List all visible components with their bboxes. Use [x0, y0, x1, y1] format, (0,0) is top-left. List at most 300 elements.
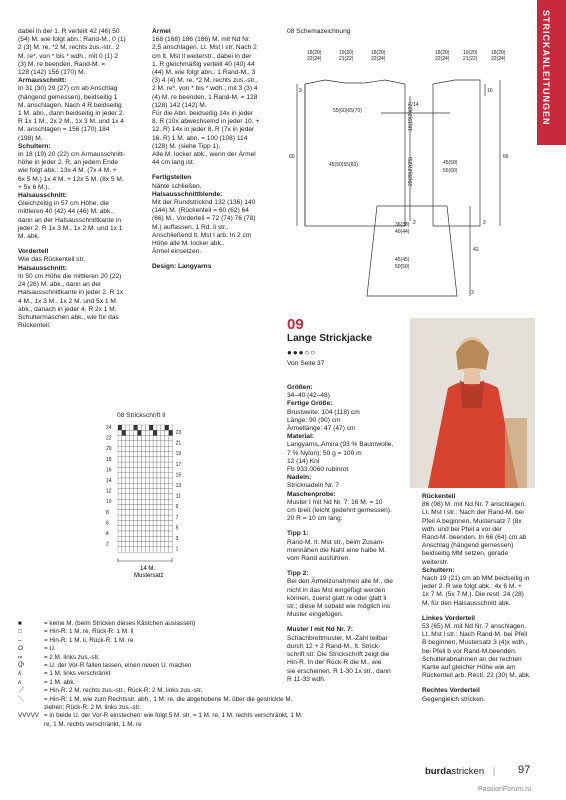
schema-width-bottom: 45(50)55(60) [329, 162, 358, 168]
chart-cell [157, 531, 161, 536]
chart-cell [157, 515, 161, 520]
chart-cell [157, 489, 161, 494]
chart-cell [138, 473, 142, 478]
text-line: 2 M. re*, von * bis * wdh., mit 3 (3) 4 [152, 85, 258, 93]
legend-row [18, 662, 309, 670]
chart-cell [149, 489, 153, 494]
chart-cell [153, 467, 157, 472]
chart-cell [141, 515, 145, 520]
text-line: Kante auf gleicher Höhe wie am [422, 664, 516, 672]
chart-row-label-left: 10 [106, 499, 112, 506]
chart-cell [118, 510, 122, 515]
chart-cell [165, 542, 169, 547]
chart-cell [165, 526, 169, 531]
text-line: Rand-M. lt. Mst str., beim Zusam- [287, 538, 385, 546]
text-line: Schultern: [18, 142, 51, 150]
schema-top-small: 3 [299, 88, 302, 94]
chart-cell [149, 483, 153, 488]
legend-row [18, 637, 309, 645]
chart-cell [126, 446, 130, 451]
chart-cell [138, 515, 142, 520]
chart-cell [138, 430, 142, 435]
chart-cell [169, 494, 173, 499]
text-line [422, 680, 540, 687]
chart-cell [134, 542, 138, 547]
legend-text: = 1 M. links verschränkt [44, 670, 111, 678]
text-line: Bei den Ärmelzunahmen alle M., die [287, 578, 393, 586]
footer-brand: burdastricken | [425, 766, 496, 777]
chart-cell [126, 462, 130, 467]
chart-cell [126, 515, 130, 520]
chart-cell [149, 473, 153, 478]
chart-cell [145, 430, 149, 435]
chart-cell [126, 531, 130, 536]
chart-cell [169, 436, 173, 441]
text-line [287, 523, 405, 530]
chart-cell [138, 462, 142, 467]
schema-top-3a: 18(20) [371, 50, 386, 56]
legend-symbol: O [18, 645, 23, 653]
chart-cell [169, 452, 173, 457]
repeat-label-stitches: 14 M. [140, 566, 156, 572]
text-line: 53 (65) M. mit Nd Nr. 7 anschlagen. [422, 623, 527, 631]
chart-row-label-right: 19 [175, 451, 182, 458]
text-line: nicht in das Mst eingefügt werden [287, 586, 386, 594]
text-line: Vorderteil [18, 248, 49, 256]
chart-cell [130, 483, 134, 488]
chart-cell [122, 483, 126, 488]
chart-cell [138, 494, 142, 499]
page-number: 97 [518, 764, 531, 776]
chart-cell [153, 452, 157, 457]
legend-row [18, 670, 309, 678]
chart-cell [161, 425, 165, 430]
front-piece-outline [433, 80, 480, 226]
chart-cell [149, 446, 153, 451]
chart-cell [169, 457, 173, 462]
chart-cell [138, 505, 142, 510]
sleeve-bottom-2: 50(50) [395, 264, 410, 270]
chart-cell [157, 542, 161, 547]
text-line: Rückenteil arb. Restl. 22 (30) M. abk. [422, 672, 531, 680]
chart-cell [130, 494, 134, 499]
chart-cell [126, 547, 130, 552]
chart-cell [134, 446, 138, 451]
chart-cell [126, 467, 130, 472]
chart-cell [118, 446, 122, 451]
chart-cell [141, 536, 145, 541]
chart-cell [118, 436, 122, 441]
text-line [18, 241, 146, 248]
chart-cell [157, 499, 161, 504]
text-line: In 18 (19) 20 (22) cm Armausschnitt- [18, 151, 126, 159]
chart-cell [130, 526, 134, 531]
chart-cell [126, 425, 130, 430]
chart-cell [130, 489, 134, 494]
chart-cell [157, 494, 161, 499]
chart-row-label-left: 8 [106, 509, 109, 516]
chart-cell [122, 425, 126, 430]
text-line: Brustweite: 104 (118) cm [287, 408, 360, 416]
text-line [152, 167, 280, 174]
side-tab [537, 0, 566, 145]
text-line: R 11-33 wdh. [287, 675, 326, 683]
text-line: Pfeil A beginnen, Mustersatz 7 (8x [422, 517, 522, 525]
chart-cell [118, 425, 122, 430]
chart-cell [130, 515, 134, 520]
chart-cell [122, 526, 126, 531]
chart-cell [134, 478, 138, 483]
schema-right-small-bottom: 2 [483, 220, 486, 226]
schema-side-vert1: 18(19)20(22) [408, 102, 414, 131]
chart-cell [145, 520, 149, 525]
chart-cell [149, 457, 153, 462]
chart-cell [134, 526, 138, 531]
chart-cell [130, 462, 134, 467]
text-line: wdh. und bei Pfeil a vor der [422, 525, 502, 533]
chart-cell [161, 452, 165, 457]
chart-cell [130, 505, 134, 510]
text-line: Lt. Mst l str.: Nach Rand-M. bei Pfeil [422, 631, 528, 639]
chart-cell [161, 542, 165, 547]
chart-cell [145, 494, 149, 499]
chart-row-label-right: 23 [175, 430, 182, 436]
chart-cell [145, 446, 149, 451]
text-line: Anschließend lt. Mst l arb. In 2 cm [152, 231, 252, 239]
chart-cell [118, 526, 122, 531]
text-line: 4 M., 1x 3 M., 1x 2 M. und 5x 1 M. [18, 297, 118, 305]
text-line: Wie das Rückenteil str. [18, 256, 86, 264]
text-line: wie folgt abk.: 13x 4 M. (7x 4 M. + [18, 167, 117, 175]
legend-row [18, 687, 309, 695]
chart-cell [169, 531, 173, 536]
chart-cell [122, 478, 126, 483]
text-line: 20 R = 10 cm lang. [287, 515, 343, 523]
chart-cell [141, 542, 145, 547]
chart-cell [130, 542, 134, 547]
chart-cell [130, 531, 134, 536]
chart-cell [153, 478, 157, 483]
legend-row [18, 628, 309, 636]
chart-cell [161, 483, 165, 488]
chart-cell [161, 526, 165, 531]
chart-cell [126, 441, 130, 446]
chart-cell [149, 462, 153, 467]
text-line: Halsausschnitt: [18, 264, 68, 272]
chart-cell [165, 467, 169, 472]
chart-cell [134, 452, 138, 457]
chart-cell [145, 467, 149, 472]
schema-rtop-2b: 21(22) [463, 56, 478, 62]
chart-cell [126, 452, 130, 457]
chart-cell [157, 430, 161, 435]
text-line: Muster I mit Nd Nr. 7: [287, 626, 353, 634]
legend-row [18, 679, 309, 687]
schema-right-width-1: 45(50) [443, 160, 458, 166]
text-line: Muster I mit Nd Nr. 7: 16 M. = 10 [287, 498, 383, 506]
text-line: Muster eingefügen. [287, 611, 344, 619]
chart-cell [122, 520, 126, 525]
chart-row-label-left: 20 [106, 446, 112, 453]
text-line: 7 % Nylon); 50 g = 100 m [287, 449, 362, 457]
chart-cell [141, 520, 145, 525]
chart-cell [118, 542, 122, 547]
chart-cell [122, 515, 126, 520]
chart-cell [122, 441, 126, 446]
chart-cell [141, 505, 145, 510]
chart-cell [165, 499, 169, 504]
chart-cell [145, 436, 149, 441]
legend-text: = keine M. (beim Stricken dieses Kästchen auslassen) [44, 620, 196, 627]
chart-cell [134, 494, 138, 499]
text-line: (128) M. (siehe Tipp 1). [152, 142, 221, 150]
text-line: M. re*, von * bis * wdh., mit 0 (1) 2 [18, 52, 119, 60]
text-line: mittleren 40 (42) 44 (46) M. abk., [18, 208, 115, 216]
chart-cell [149, 467, 153, 472]
chart-cell [165, 473, 169, 478]
chart-cell [145, 462, 149, 467]
text-line: Fertige Größe: [287, 400, 333, 408]
chart-cell [153, 462, 157, 467]
chart-cell [161, 473, 165, 478]
text-line: In 31 (30) 29 (27) cm ab Anschlag [18, 85, 118, 93]
text-line: 12 (14) Knl [287, 457, 320, 465]
chart-cell [134, 441, 138, 446]
chart-cell [141, 430, 145, 435]
text-line: Linkes Vorderteil [422, 614, 476, 622]
text-line: Ärmel einsetzen. [152, 248, 202, 256]
chart-cell [149, 510, 153, 515]
chart-cell [118, 531, 122, 536]
chart-cell [169, 425, 173, 430]
text-line: Nadeln: [287, 474, 312, 482]
text-line: Rand-M. beenden. In 66 (64) cm ab [422, 534, 527, 542]
schema-rtop-1b: 22(24) [435, 56, 450, 62]
legend-text: = Hin-R: 2 M. rechts zus.-str., Rück-R: 2 M. links zus.-str. [44, 687, 203, 695]
schema-top-1a: 18(20) [307, 50, 322, 56]
legend-symbol: ／ [18, 687, 25, 695]
chart-cell [145, 489, 149, 494]
chart-cell [149, 425, 153, 430]
chart-cell [138, 441, 142, 446]
schema-right-top-small: 10 [487, 88, 493, 94]
chart-cell [122, 436, 126, 441]
chart-cell [122, 430, 126, 435]
chart-cell [134, 536, 138, 541]
chart-cell [118, 520, 122, 525]
chart-cell [157, 478, 161, 483]
chart-cell [141, 526, 145, 531]
chart-cell [153, 430, 157, 435]
chart-cell [157, 457, 161, 462]
chart-cell [161, 430, 165, 435]
chart-cell [157, 510, 161, 515]
chart-cell [126, 430, 130, 435]
chart-cell [134, 489, 138, 494]
back-piece-outline [305, 80, 405, 226]
chart-cell [161, 494, 165, 499]
text-line: Mit der Rundstricknd 132 (136) 140 [152, 199, 256, 207]
chart-cell [141, 483, 145, 488]
chart-cell [157, 473, 161, 478]
chart-cell [130, 536, 134, 541]
chart-row-label-right: 13 [175, 483, 182, 489]
model-photo [410, 318, 535, 488]
text-line: Lt. Mst l str.: Nach der Rand-M. bei [422, 509, 524, 517]
schema-top-3b: 22(24) [371, 56, 386, 62]
chart-cell [169, 515, 173, 520]
legend-symbol: ＼ [18, 695, 25, 703]
chart-cell [169, 483, 173, 488]
text-line: M.) auffassen, 1 Rd. li str.. [152, 223, 229, 231]
chart-cell [145, 483, 149, 488]
text-line: M. abk. [18, 233, 40, 241]
chart-cell [161, 515, 165, 520]
chart-cell [149, 542, 153, 547]
chart-row-label-left: 4 [106, 531, 109, 537]
chart-cell [157, 446, 161, 451]
chart-cell [153, 436, 157, 441]
text-line: (144) M. (Rückenteil = 60 (62) 64 [152, 207, 249, 215]
chart-cell [126, 473, 130, 478]
chart-cell [153, 499, 157, 504]
chart-cell [157, 526, 161, 531]
chart-cell [165, 441, 169, 446]
schema-side-vert2: 29(28)27(25) [408, 157, 414, 186]
chart-cell [122, 510, 126, 515]
chart-cell [122, 457, 126, 462]
text-line: höhe in jeder 2. R, an jedem Ende [18, 159, 119, 167]
chart-cell [157, 425, 161, 430]
chart-cell [118, 547, 122, 552]
legend-text: = Hin-R: 1 M. re, Rück-R: 1 M. li [44, 628, 134, 636]
legend-row [18, 696, 309, 713]
chart-cell [145, 536, 149, 541]
chart-cell [122, 489, 126, 494]
text-line: (54) M. wie folgt abn.: Rand-M., 0 (1) [18, 36, 126, 44]
chart-title: 08 Strickschrift II [117, 412, 166, 419]
chart-cell [169, 536, 173, 541]
text-line: 44 cm lang ist. [152, 159, 195, 167]
text-line: 6x 5 M.) 1x 4 M. + 12x 5 M. (8x 5 M. [18, 175, 124, 183]
text-line: 1x 7 M. (5x 7 M.). Die restl. 24 (28) [422, 591, 524, 599]
chart-row-label-left: 2 [106, 541, 109, 548]
chart-cell [153, 489, 157, 494]
chart-cell [134, 430, 138, 435]
chart-cell [169, 505, 173, 510]
text-line: 2,5 anschlagen. Lt. Mst l str. Nach 2 [152, 44, 257, 52]
chart-cell [118, 478, 122, 483]
chart-cell [134, 505, 138, 510]
text-line: Alle M. locker abk., wenn der Ärmel [152, 151, 256, 159]
chart-cell [169, 441, 173, 446]
chart-cell [169, 430, 173, 435]
chart-row-label-right: 9 [175, 504, 179, 511]
chart-cell [145, 499, 149, 504]
chart-cell [122, 499, 126, 504]
chart-row-label-right: 7 [175, 514, 179, 521]
chart-cell [126, 510, 130, 515]
chart-cell [141, 425, 145, 430]
brand-stricken: stricken [451, 766, 485, 777]
chart-cell [153, 457, 157, 462]
chart-row-label-left: 6 [106, 520, 109, 527]
text-line: M. für den Halsausschnitt abk. [422, 599, 511, 607]
chart-cell [118, 489, 122, 494]
chart-cell [145, 526, 149, 531]
sleeve-top-1: 36(38) [395, 222, 410, 228]
text-line: (66) M., Vorderteil = 72 (74) 76 (78) [152, 215, 256, 223]
side-tab-label: STRICKANLEITUNGEN [541, 10, 551, 126]
text-line: (198) M. [18, 134, 43, 142]
chart-cell [134, 436, 138, 441]
chart-cell [153, 520, 157, 525]
chart-cell [122, 531, 126, 536]
legend-symbol: □ [18, 628, 22, 636]
chart-cell [153, 473, 157, 478]
text-line: mennähen die Naht eine halbe M. [287, 546, 386, 554]
chart-cell [141, 473, 145, 478]
chart-cell [122, 473, 126, 478]
text-column-2 [152, 28, 280, 272]
sleeve-outline [367, 206, 457, 296]
schema-width-mid: 55(60)65(70) [333, 108, 362, 114]
chart-cell [130, 430, 134, 435]
chart-cell [141, 436, 145, 441]
text-line: Gleichzeitig in 57 cm Höhe, die [18, 200, 109, 208]
chart-cell [145, 441, 149, 446]
chart-cell [130, 473, 134, 478]
chart-cell [134, 499, 138, 504]
chart-cell [141, 531, 145, 536]
text-line: Tipp 1: [287, 530, 309, 538]
text-line: Nähte schließen. [152, 182, 202, 190]
chart-cell [130, 478, 134, 483]
chart-cell [153, 425, 157, 430]
chart-cell [149, 536, 153, 541]
chart-cell [169, 526, 173, 531]
schema-rtop-3a: 18(20) [491, 50, 506, 56]
text-line: Nach 19 (21) cm ab MM beidseitig in [422, 575, 530, 583]
chart-cell [118, 441, 122, 446]
chart-cell [134, 483, 138, 488]
chart-cell [118, 505, 122, 510]
chart-cell [169, 542, 173, 547]
chart-row-label-left: 24 [106, 425, 112, 431]
watermark: PassionForum.ru [478, 786, 532, 793]
chart-cell [149, 520, 153, 525]
text-line: Rückenteil. [18, 322, 51, 330]
chart-cell [165, 446, 169, 451]
chart-cell [138, 499, 142, 504]
chart-cell [165, 430, 169, 435]
chart-cell [165, 520, 169, 525]
chart-cell [157, 536, 161, 541]
chart-cell [134, 531, 138, 536]
chart-cell [161, 457, 165, 462]
text-line: Ärmel [152, 28, 171, 35]
text-line: Langyarns, Amira (93 % Baumwolle, [287, 441, 394, 449]
text-line: Rechtes Vorderteil [422, 687, 480, 695]
text-line: cm lt. Mst ll weiterstr., dabei in der [152, 52, 252, 60]
chart-cell [118, 452, 122, 457]
chart-cell [141, 462, 145, 467]
chart-cell [165, 515, 169, 520]
chart-cell [153, 515, 157, 520]
chart-cell [130, 520, 134, 525]
legend-symbol: – [18, 636, 22, 644]
text-line: dabei in der 1. R verteilt 42 (46) 50 [18, 28, 120, 35]
